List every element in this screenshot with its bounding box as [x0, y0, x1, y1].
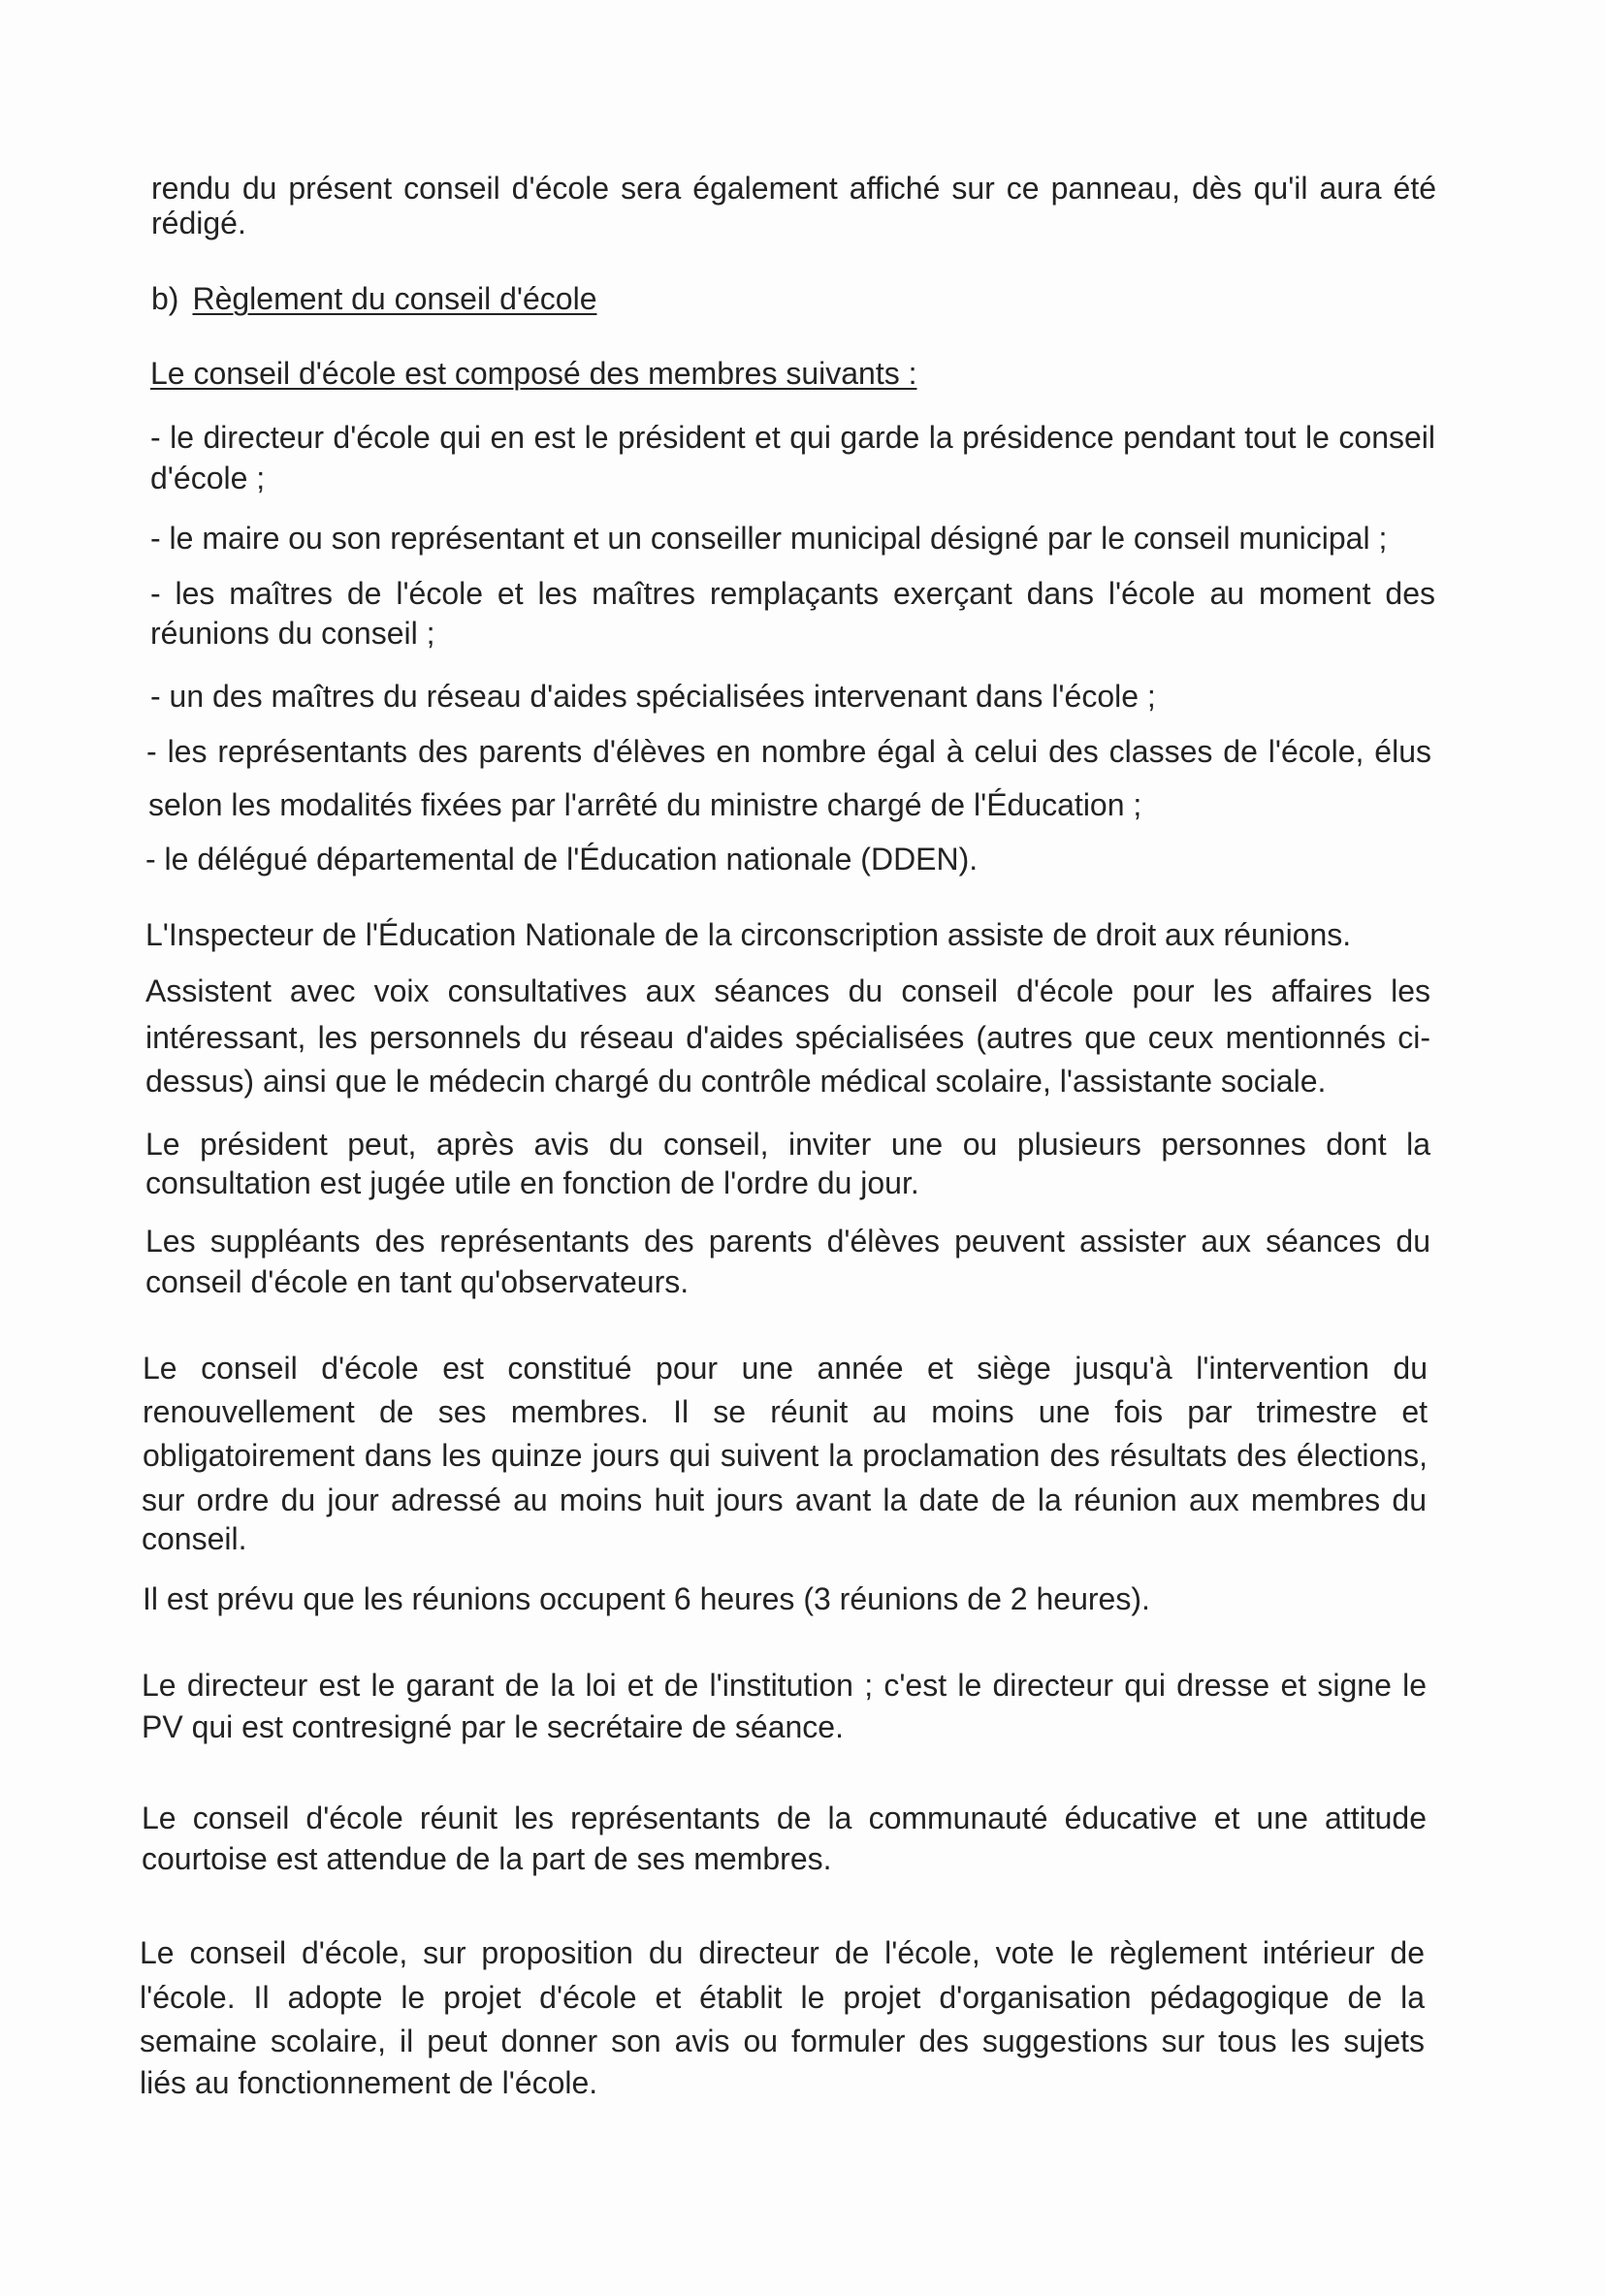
text-line: Le conseil d'école, sur proposition du directeur de l'école, vote le règlement intérieur de [140, 1935, 1425, 1970]
text-line: Assistent avec voix consultatives aux séances du conseil d'école pour les affaires les [145, 973, 1430, 1008]
text-line: courtoise est attendue de la part de ses membres. [142, 1841, 832, 1876]
text-line: dessus) ainsi que le médecin chargé du contrôle médical scolaire, l'assistante sociale. [145, 1064, 1327, 1099]
text-line: renouvellement de ses membres. Il se réunit au moins une fois par trimestre et [143, 1394, 1428, 1429]
text-line: Il est prévu que les réunions occupent 6 heures (3 réunions de 2 heures). [143, 1581, 1150, 1616]
text-line: semaine scolaire, il peut donner son avis ou formuler des suggestions sur tous les sujets [140, 2024, 1425, 2058]
member-line: - les représentants des parents d'élèves en nombre égal à celui des classes de l'école, élus [146, 734, 1431, 769]
text-line: Le conseil d'école est constitué pour une année et siège jusqu'à l'intervention du [143, 1351, 1428, 1386]
member-line: - le maire ou son représentant et un conseiller municipal désigné par le conseil municipal ; [150, 521, 1388, 556]
text-line: consultation est jugée utile en fonction de l'ordre du jour. [145, 1165, 919, 1200]
text-line: rédigé. [151, 206, 246, 240]
text-line: conseil. [142, 1521, 247, 1556]
text-line: L'Inspecteur de l'Éducation Nationale de la circonscription assiste de droit aux réunions. [145, 917, 1352, 952]
text-line: Le président peut, après avis du conseil, inviter une ou plusieurs personnes dont la [145, 1127, 1430, 1162]
member-line: selon les modalités fixées par l'arrêté du ministre chargé de l'Éducation ; [148, 787, 1142, 822]
text-line: Les suppléants des représentants des parents d'élèves peuvent assister aux séances du [145, 1224, 1430, 1259]
composition-heading: Le conseil d'école est composé des membres suivants : [150, 356, 917, 391]
text-line: Le conseil d'école réunit les représentants de la communauté éducative et une attitude [142, 1801, 1427, 1835]
member-line: réunions du conseil ; [150, 616, 435, 651]
member-line: - les maîtres de l'école et les maîtres remplaçants exerçant dans l'école au moment des [150, 576, 1435, 611]
text-line: intéressant, les personnels du réseau d'aides spécialisées (autres que ceux mentionnés ci- [145, 1020, 1430, 1055]
text-line: rendu du présent conseil d'école sera également affiché sur ce panneau, dès qu'il aura été [151, 171, 1436, 206]
text-line: PV qui est contresigné par le secrétaire de séance. [142, 1709, 844, 1744]
text-line: Le directeur est le garant de la loi et de l'institution ; c'est le directeur qui dresse et signe le [142, 1668, 1427, 1703]
text-line: l'école. Il adopte le projet d'école et établit le projet d'organisation pédagogique de la [140, 1980, 1425, 2015]
member-line: d'école ; [150, 461, 266, 495]
text-line: sur ordre du jour adressé au moins huit jours avant la date de la réunion aux membres du [142, 1483, 1427, 1517]
section-heading [151, 279, 596, 318]
text-line: liés au fonctionnement de l'école. [140, 2065, 598, 2100]
member-line: - un des maîtres du réseau d'aides spécialisées intervenant dans l'école ; [150, 679, 1156, 714]
section-marker: b) [151, 281, 179, 316]
text-line: obligatoirement dans les quinze jours qui suivent la proclamation des résultats des élections, [143, 1438, 1428, 1473]
section-title: Règlement du conseil d'école [192, 281, 597, 316]
member-line: - le délégué départemental de l'Éducation nationale (DDEN). [145, 842, 979, 877]
text-line: conseil d'école en tant qu'observateurs. [145, 1264, 690, 1299]
member-line: - le directeur d'école qui en est le président et qui garde la présidence pendant tout le conseil [150, 420, 1435, 455]
